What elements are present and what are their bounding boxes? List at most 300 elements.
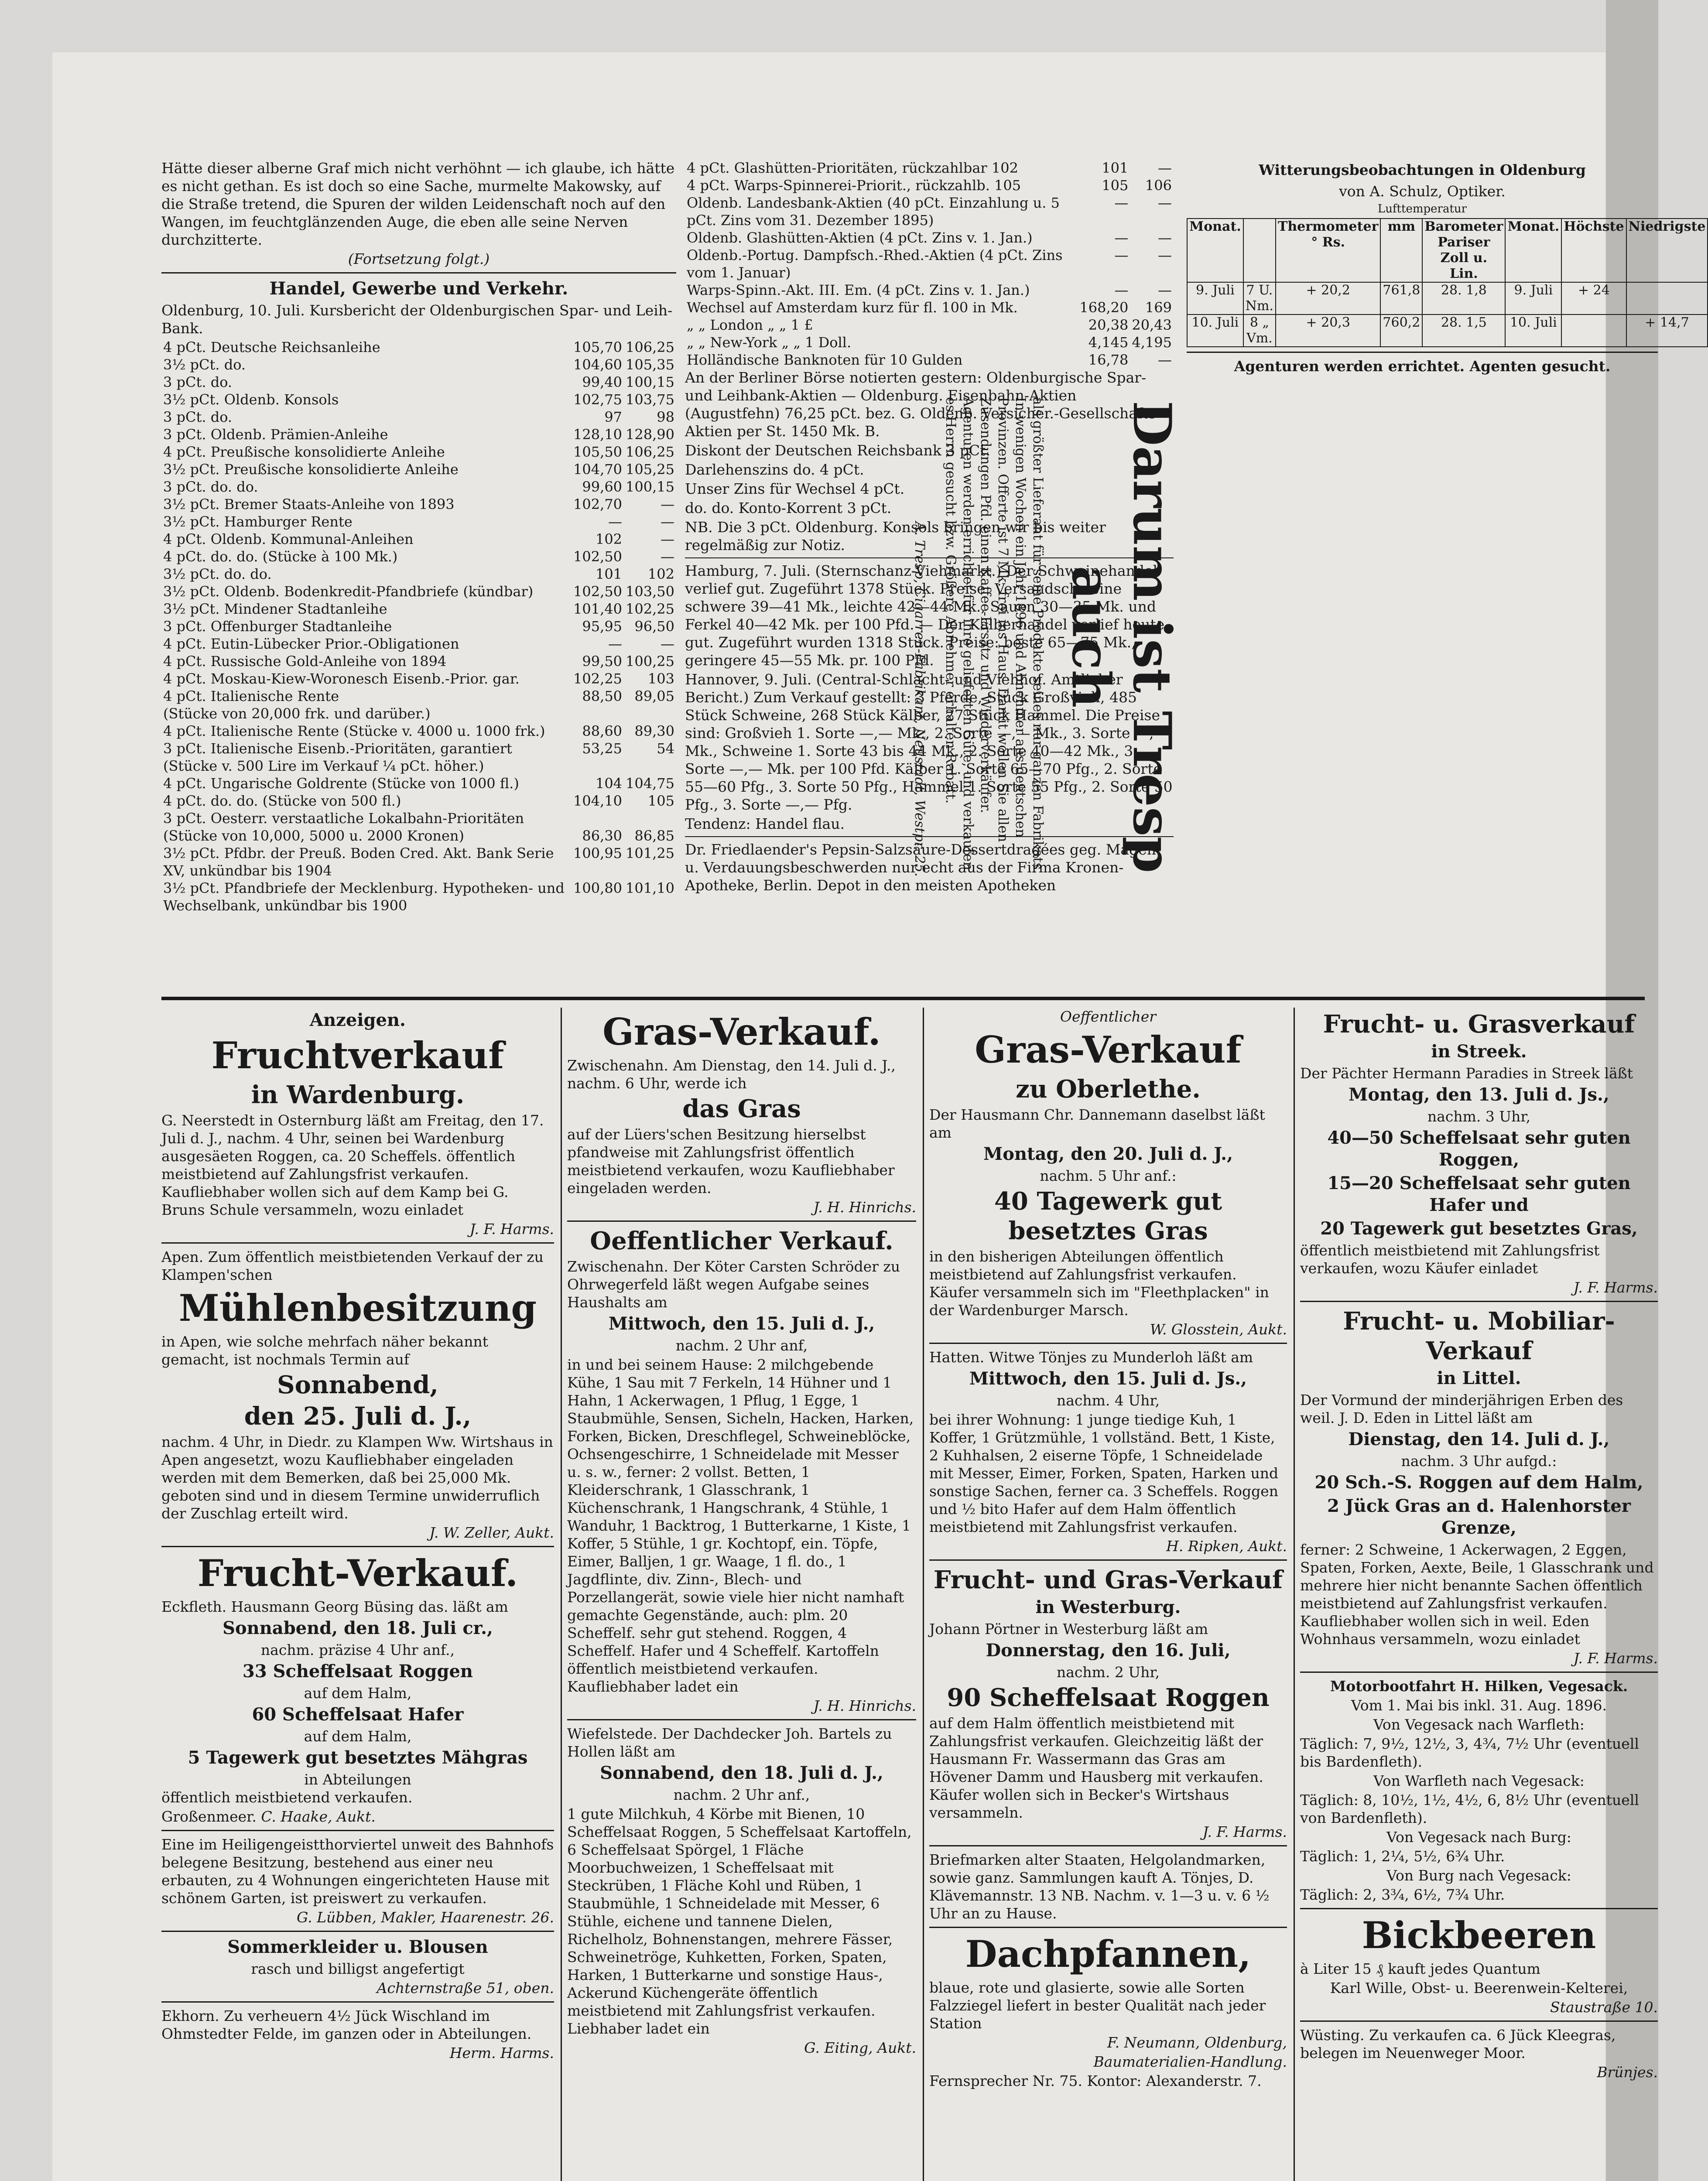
ads-column-2: [567, 1008, 916, 2181]
table-cell: [624, 757, 676, 775]
ad-item: 15—20 Scheffelsaat sehr guten Hafer und: [1327, 1173, 1631, 1215]
table-row: [161, 478, 676, 496]
ad-time: nachm. 5 Uhr anf.:: [1040, 1167, 1177, 1184]
agenten-heading: Agenturen werden errichtet. Agenten gesucht.: [1234, 358, 1611, 375]
table-cell: 105,25: [626, 461, 674, 478]
table-cell: 4 pCt. Russische Gold-Anleihe von 1894: [163, 653, 447, 670]
ad-body: öffentlich meistbietend verkaufen.: [161, 1789, 413, 1806]
ad-sub: Vom 1. Mai bis inkl. 31. Aug. 1896.: [1351, 1697, 1607, 1714]
table-cell: 3 pCt. do.: [163, 374, 233, 390]
ad-time: nachm. 2 Uhr anf,: [675, 1337, 808, 1354]
weather-cell: 10. Juli: [1187, 315, 1243, 347]
table-cell: —: [661, 636, 674, 652]
table-cell: 16,78: [1088, 352, 1129, 368]
table-cell: 99,40: [582, 374, 623, 390]
ads-column-3: [929, 1008, 1287, 2181]
ad-signature: Brünjes.: [1597, 2064, 1658, 2081]
table-cell: 105: [1102, 177, 1129, 194]
schedule-times: Täglich: 8, 10½, 1½, 4½, 6, 8½ Uhr (eventuell von Bardenfleth).: [1300, 1791, 1639, 1826]
ad-signature: Herm. Harms.: [449, 2044, 554, 2061]
table-cell: 3½ pCt. Mindener Stadtanleihe: [163, 601, 387, 617]
ad-item: 33 Scheffelsaat Roggen: [243, 1661, 473, 1682]
table-cell: 104,70: [573, 461, 623, 478]
table-cell: 4 pCt. Moskau-Kiew-Woronesch Eisenb.-Prior. gar.: [163, 670, 520, 687]
weather-header: Niedrigste: [1626, 219, 1708, 282]
weather-cell: 9. Juli: [1505, 282, 1561, 315]
zins-line: Darlehenszins do. 4 pCt.: [685, 461, 864, 478]
table-cell: 102,25: [573, 670, 623, 687]
table-cell: [572, 757, 624, 775]
weather-header: Barometer Pariser Zoll u. Lin.: [1422, 219, 1505, 282]
table-cell: 4 pCt. Ungarische Goldrente (Stücke von 1000 fl.): [163, 775, 519, 792]
table-row: [161, 618, 676, 635]
table-cell: Oldenb. Glashütten-Aktien (4 pCt. Zins v. 1. Jan.): [687, 229, 1033, 246]
table-cell: —: [1114, 195, 1129, 211]
table-cell: 128,90: [626, 426, 674, 443]
ad-firm: Karl Wille, Obst- u. Beerenwein-Kelterei,: [1330, 1979, 1628, 1996]
ad-date: Sonnabend, den 18. Juli d. J.,: [600, 1763, 883, 1783]
table-cell: [572, 705, 624, 722]
table-cell: 100,15: [626, 374, 674, 390]
table-cell: 86,30: [582, 827, 623, 844]
schedule-times: Täglich: 2, 3¾, 6½, 7¾ Uhr.: [1300, 1886, 1505, 1903]
ad-item: 20 Tagewerk gut besetztes Gras,: [1320, 1218, 1638, 1239]
berlin-text: An der Berliner Börse notierten gestern: Oldenburgische Spar- und Leihbank-Aktien — Oldenburg. Eisenbahn-Aktien (Augustfehn) 76,25 pCt. bez. G. Oldenb. Versicher.-Gesellschafts-Aktien per St. 1450 Mk. B.: [685, 369, 1161, 440]
table-cell: Oldenb.-Portug. Dampfsch.-Rhed.-Aktien (4 pCt. Zins vom 1. Januar): [687, 247, 1063, 281]
table-cell: 100,95: [573, 845, 623, 861]
nb-text: NB. Die 3 pCt. Oldenburg. Konsols bringen wir bis weiter regelmäßig zur Notiz.: [685, 519, 1106, 554]
table-cell: —: [1158, 352, 1172, 368]
table-cell: 3½ pCt. Hamburger Rente: [163, 513, 353, 530]
table-cell: 4 pCt. Preußische konsolidierte Anleihe: [163, 444, 445, 460]
table-cell: 3½ pCt. Oldenb. Bodenkredit-Pfandbriefe (kündbar): [163, 583, 534, 600]
ad-title: Sommerkleider u. Blousen: [227, 1937, 488, 1957]
table-cell: 100,80: [573, 880, 623, 896]
weather-header: Monat.: [1187, 219, 1243, 282]
table-cell: 4,145: [1088, 334, 1129, 351]
table-cell: —: [1158, 229, 1172, 246]
ad-address: Achternstraße 51, oben.: [377, 1979, 554, 1996]
table-cell: 3 pCt. do.: [163, 409, 233, 425]
table-row: [161, 548, 676, 565]
ad-time: nachm. 2 Uhr anf.,: [673, 1786, 810, 1803]
ad-signature: J. F. Harms.: [1573, 1279, 1658, 1296]
ad-place: in Wardenburg.: [251, 1080, 465, 1109]
ads-column-4: [1300, 1008, 1658, 2181]
table-cell: 89,30: [634, 723, 674, 739]
table-cell: 4 pCt. Italienische Rente (Stücke v. 4000 u. 1000 frk.): [163, 723, 545, 739]
table-cell: 95,95: [582, 618, 623, 635]
ad-title: Frucht- u. Mobiliar-Verkauf: [1343, 1307, 1615, 1365]
ad-signature: G. Eiting, Aukt.: [804, 2039, 916, 2056]
table-row: [161, 687, 676, 705]
weather-box: [1187, 159, 1706, 386]
ad-signature: W. Glosstein, Aukt.: [1150, 1321, 1287, 1338]
ad-body: auf dem Halm öffentlich meistbietend mit Zahlungsfrist verkaufen. Gleichzeitig läßt der Hausmann Fr. Wassermann das Gras am Hövener Damm und Hausberg mit verkaufen. Käufer wollen sich in Becker's Wirtshaus versammeln.: [929, 1715, 1263, 1821]
table-row: [685, 177, 1174, 194]
friedlaender-ad: Dr. Friedlaender's Pepsin-Salzsäure-Dessertdragées geg. Magen- u. Verdauungsbeschwerden nur echt aus der Firma Kronen-Apotheke, Berlin. Depot in den meisten Apotheken: [685, 841, 1161, 894]
table-cell: [624, 810, 676, 827]
table-cell: 3 pCt. Italienische Eisenb.-Prioritäten, garantiert: [163, 740, 512, 757]
ad-firm: Baumaterialien-Handlung.: [1093, 2053, 1287, 2070]
table-cell: 4 pCt. do. do. (Stücke von 500 fl.): [163, 793, 401, 809]
ad-body: Der Pächter Hermann Paradies in Streek läßt: [1300, 1065, 1633, 1082]
table-cell: 104,10: [573, 793, 623, 809]
ad-signature: J. F. Harms.: [1573, 1650, 1658, 1667]
ad-body: Eckfleth. Hausmann Georg Büsing das. läßt am: [161, 1598, 508, 1615]
anzeigen-heading: Anzeigen.: [310, 1010, 406, 1030]
table-cell: 100,25: [626, 653, 674, 670]
table-cell: 3½ pCt. Preußische konsolidierte Anleihe: [163, 461, 459, 478]
table-cell: 105: [647, 793, 674, 809]
table-cell: 53,25: [582, 740, 623, 757]
table-cell: 86,85: [634, 827, 674, 844]
table-cell: 4 pCt. do. do. (Stücke à 100 Mk.): [163, 548, 398, 565]
table-row: [161, 600, 676, 618]
table-cell: —: [661, 531, 674, 547]
weather-row: [1187, 282, 1708, 315]
table-cell: 104: [595, 775, 623, 792]
ad-item: auf dem Halm,: [304, 1685, 412, 1702]
table-row: [685, 194, 1174, 229]
table-row: [161, 653, 676, 670]
table-cell: —: [608, 513, 623, 530]
weather-header: mm: [1380, 219, 1422, 282]
table-cell: 20,38: [1088, 317, 1129, 333]
ad-body: bei ihrer Wohnung: 1 junge tiedige Kuh, 1 Koffer, 1 Grützmühle, 1 vollständ. Bett, 1 Kiste, 2 Kuhhalsen, 2 eiserne Töpfe, 1 Schneidelade mit Messer, Eimer, Forken, Spaten, Harken und sonstige Sachen, ferner ca. 3 Scheffels. Roggen und ½ bito Hafer auf dem Halm öffentlich meistbietend mit Zahlungsfrist verkaufen.: [929, 1411, 1279, 1535]
ad-footer: Fernsprecher Nr. 75. Kontor: Alexanderstr. 7.: [929, 2072, 1262, 2089]
ad-body: Johann Pörtner in Westerburg läßt am: [929, 1620, 1208, 1637]
table-row: [161, 810, 676, 827]
table-row: [161, 583, 676, 600]
weather-cell: 28. 1,5: [1422, 315, 1505, 347]
table-cell: 3½ pCt. Oldenb. Konsols: [163, 391, 339, 408]
ad-time: nachm. 4 Uhr,: [1056, 1392, 1160, 1409]
table-cell: 101: [1102, 160, 1129, 176]
schedule-heading: Von Vegesack nach Burg:: [1386, 1829, 1571, 1846]
kurs-table: [161, 338, 676, 914]
table-row: [161, 635, 676, 653]
newspaper-page: [52, 52, 1706, 2181]
table-cell: 105,35: [626, 356, 674, 373]
weather-cell: + 20,3: [1276, 315, 1380, 347]
table-cell: 3 pCt. Offenburger Stadtanleihe: [163, 618, 392, 635]
table-row: [161, 705, 676, 722]
table-cell: 101,25: [626, 845, 674, 861]
weather-header: Thermometer ° Rs.: [1276, 219, 1380, 282]
ad-date: Dienstag, den 14. Juli d. J.,: [1348, 1429, 1610, 1449]
ad-time: nachm. 3 Uhr,: [1427, 1108, 1531, 1125]
ad-body: Wüsting. Zu verkaufen ca. 6 Jück Kleegras, belegen im Neuenweger Moor.: [1300, 2027, 1616, 2061]
tresp-body: als größter Lieferant für seine Produkte seines nur ganzen Fabrikats. In wenigen Wochen ein Jahr 1896 und Abnehmer aus deutschen Provinzen. Offerte ist 7 Mk. frei ins Haus. Damit wollen Sie allen Zusendungen Pfd. einen Kaffee-Ersatz und Wiederverkäufer. Agenturen werden errichtet für ihre gelieferten Güte, und verkaufen es Herrn gesucht bzw. Größere Abnehmer erhalten Rabatt.: [943, 397, 1046, 874]
table-cell: 99,50: [582, 653, 623, 670]
serial-text: Hätte dieser alberne Graf mich nicht verhöhnt — ich glaube, ich hätte es nicht gethan. Es ist doch so eine Sache, murmelte Makowsky, auf die Straße tretend, die Spuren der wilden Leidenschaft noch auf den Wangen, im feuchtglänzenden Auge, die eben alle seine Nerven durchzitterte.: [161, 160, 675, 248]
table-row: [161, 792, 676, 810]
weather-cell: 9. Juli: [1187, 282, 1243, 315]
table-row: [161, 513, 676, 530]
table-cell: „ „ New-York „ „ 1 Doll.: [687, 334, 852, 351]
table-cell: [624, 705, 676, 722]
table-cell: 104,75: [626, 775, 674, 792]
table-cell: 4 pCt. Warps-Spinnerei-Priorit., rückzahlb. 105: [687, 177, 1021, 194]
column-rule: [923, 1008, 924, 2181]
table-row: [685, 159, 1174, 177]
ad-date: den 25. Juli d. J.,: [244, 1402, 472, 1431]
zins-line: Unser Zins für Wechsel 4 pCt.: [685, 480, 905, 497]
table-cell: Wechsel auf Amsterdam kurz für fl. 100 in Mk.: [687, 299, 1018, 316]
table-cell: 102,50: [573, 548, 623, 565]
weather-cell: 760,2: [1380, 315, 1422, 347]
table-cell: 3½ pCt. Pfdbr. der Preuß. Boden Cred. Akt. Bank Serie XV, unkündbar bis 1904: [163, 845, 554, 879]
ad-highlight: das Gras: [682, 1094, 801, 1123]
ad-title: Frucht- und Gras-Verkauf: [933, 1566, 1283, 1594]
weather-cell: 10. Juli: [1505, 315, 1561, 347]
column-handel: [161, 159, 676, 1010]
table-cell: (Stücke von 20,000 frk. und darüber.): [163, 705, 431, 722]
table-cell: 4 pCt. Oldenb. Kommunal-Anleihen: [163, 531, 414, 547]
table-cell: 98: [657, 409, 674, 425]
ad-body: Der Hausmann Chr. Dannemann daselbst läßt am: [929, 1106, 1265, 1141]
ad-body: Wiefelstede. Der Dachdecker Joh. Bartels zu Hollen läßt am: [567, 1725, 892, 1760]
table-cell: 102,70: [573, 496, 623, 513]
table-cell: 99,60: [582, 479, 623, 495]
table-cell: 88,50: [582, 688, 623, 704]
table-cell: 89,05: [634, 688, 674, 704]
ad-item: 20 Sch.-S. Roggen auf dem Halm,: [1314, 1472, 1643, 1493]
table-row: [161, 426, 676, 443]
ad-intro: Apen. Zum öffentlich meistbietenden Verkauf der zu Klampen'schen: [161, 1248, 544, 1283]
schedule-heading: Von Warfleth nach Vegesack:: [1373, 1772, 1585, 1789]
ad-date: Donnerstag, den 16. Juli,: [986, 1640, 1231, 1661]
table-cell: 3 pCt. Oesterr. verstaatliche Lokalbahn-Prioritäten: [163, 810, 524, 827]
schedule-heading: Von Vegesack nach Warfleth:: [1373, 1716, 1585, 1733]
table-row: [161, 443, 676, 461]
hannover-report: Hannover, 9. Juli. (Central-Schlacht- und Viehhof. Amtlicher Bericht.) Zum Verkauf gestellt: 3 Pferde, Stück Großvieh, 485 Stück Schweine, 268 Stück Kälber, 27 Stück Hammel. Die Preise sind: Großvieh 1. Sorte —,— Mk., 2. Sorte —,— Mk., 3. Sorte —,— Mk., Schweine 1. Sorte 43 bis 44 Mk., 2. Sorte 40—42 Mk., 3. Sorte —,— Mk. per 100 Pfd. Kälber 1. Sorte 65—70 Pfg., 2. Sorte 55—60 Pfg., 3. Sorte 50 Pfg., Hammel 1. Sorte 55 Pfg., 2. Sorte 50 Pfg., 3. Sorte —,— Pfg.: [685, 671, 1173, 813]
ad-head: Motorbootfahrt H. Hilken, Vegesack.: [1330, 1678, 1628, 1695]
tresp-headline: Darum ist Tresp auch: [1060, 400, 1183, 873]
ad-date: Sonnabend,: [277, 1371, 438, 1399]
ad-body: Eine im Heiligengeistthorviertel unweit des Bahnhofs belegene Besitzung, bestehend aus einer neu erbauten, zu 4 Wohnungen eingerichteten Hause mit schönem Garten, ist preiswert zu verkaufen.: [161, 1836, 554, 1907]
ad-body: Briefmarken alter Staaten, Helgolandmarken, sowie ganz. Sammlungen kauft A. Tönjes, D. Klävemannstr. 13 NB. Nachm. v. 1—3 u. v. 6 ½ Uhr an zu Hause.: [929, 1851, 1270, 1922]
ad-firm: F. Neumann, Oldenburg,: [1107, 2034, 1287, 2051]
ads-column-1: [161, 1008, 554, 2181]
table-cell: 106,25: [626, 444, 674, 460]
weather-cell: + 20,2: [1276, 282, 1380, 315]
table-row: [161, 338, 676, 356]
ad-highlight: 90 Scheffelsaat Roggen: [947, 1683, 1270, 1712]
table-row: [161, 391, 676, 408]
table-cell: 103,50: [626, 583, 674, 600]
ad-item: auf dem Halm,: [304, 1728, 412, 1745]
table-cell: 106,25: [626, 339, 674, 356]
table-cell: 3½ pCt. Pfandbriefe der Mecklenburg. Hypotheken- und Wechselbank, unkündbar bis 1900: [163, 880, 565, 914]
ad-body: ferner: 2 Schweine, 1 Ackerwagen, 2 Eggen, Spaten, Forken, Aexte, Beile, 1 Glasschrank und mehrere hier nicht benannte Sachen öffentlich meistbietend auf Zahlungsfrist verkaufen. Kaufliebhaber wollen sich in weil. Eden Wohnhaus versammeln, wozu einladet: [1300, 1541, 1654, 1648]
schedule-heading: Von Burg nach Vegesack:: [1386, 1867, 1571, 1884]
table-row: [161, 879, 676, 914]
ad-signature: J. H. Hinrichs.: [813, 1697, 916, 1714]
table-row: [161, 565, 676, 583]
section-rule: [161, 997, 1645, 1000]
table-cell: 3½ pCt. Bremer Staats-Anleihe von 1893: [163, 496, 455, 513]
weather-cell: + 24: [1561, 282, 1626, 315]
table-cell: —: [661, 496, 674, 513]
table-row: [161, 757, 676, 775]
hamburg-report: Hamburg, 7. Juli. (Sternschanz-Viehmarkt.) Der Schweinehandel verlief gut. Zugeführt 1378 Stück. Preise: Versandschweine schwere 39—41 Mk., leichte 42—44 Mk., Sauen 30—35 Mk. und Ferkel 40—42 Mk. per 100 Pfd. — Der Kälberhandel verlief heute gut. Zugeführt wurden 1318 Stück. Preise: beste 65—75 Mk., geringere 45—55 Mk. pr. 100 Pfd.: [685, 562, 1165, 669]
ad-date: Mittwoch, den 15. Juli d. Js.,: [969, 1368, 1247, 1389]
ad-item: 2 Jück Gras an d. Halenhorster Grenze,: [1327, 1496, 1631, 1538]
weather-cell: 8 „ Vm.: [1243, 315, 1276, 347]
rotated-ad-tresp: [881, 397, 1187, 877]
table-cell: —: [1114, 282, 1129, 298]
table-row: [161, 775, 676, 792]
ad-body: in den bisherigen Abteilungen öffentlich meistbietend auf Zahlungsfrist verkaufen. Käufer versammeln sich im "Fleethplacken" in der Wardenburger Marsch.: [929, 1248, 1269, 1319]
ad-signature: G. Lübben, Makler, Haarenestr. 26.: [296, 1909, 554, 1926]
table-cell: —: [661, 513, 674, 530]
table-cell: 103,75: [626, 391, 674, 408]
weather-title: Witterungsbeobachtungen in Oldenburg: [1259, 161, 1586, 178]
table-cell: 4 pCt. Deutsche Reichsanleihe: [163, 339, 380, 356]
ad-body: Hatten. Witwe Tönjes zu Munderloh läßt am: [929, 1349, 1253, 1366]
ad-title: Mühlenbesitzung: [178, 1286, 537, 1330]
table-row: [685, 334, 1174, 351]
ad-body: Ekhorn. Zu verheuern 4½ Jück Wischland im Ohmstedter Felde, im ganzen oder in Abteilungen.: [161, 2007, 532, 2042]
table-cell: Oldenb. Landesbank-Aktien (40 pCt. Einzahlung u. 5 pCt. Zins vom 31. Dezember 1895): [687, 195, 1060, 229]
table-cell: 4 pCt. Glashütten-Prioritäten, rückzahlbar 102: [687, 160, 1018, 176]
ad-body: Der Vormund der minderjährigen Erben des weil. J. D. Eden in Littel läßt am: [1300, 1391, 1623, 1426]
table-cell: 103: [647, 670, 674, 687]
ad-date: Sonnabend, den 18. Juli cr.,: [222, 1618, 493, 1638]
ad-title: Fruchtverkauf: [211, 1034, 504, 1077]
table-row: [685, 246, 1174, 281]
table-row: [161, 670, 676, 687]
table-cell: —: [608, 636, 623, 652]
ad-body: öffentlich meistbietend mit Zahlungsfrist verkaufen, wozu Käufer einladet: [1300, 1242, 1600, 1277]
zins-line: do. do. Konto-Korrent 3 pCt.: [685, 499, 892, 516]
table-cell: 3 pCt. do. do.: [163, 479, 258, 495]
table-cell: 168,20: [1079, 299, 1129, 316]
ad-body: blaue, rote und glasierte, sowie alle Sorten Falzziegel liefert in bester Qualität nach jeder Station: [929, 1979, 1266, 2032]
weather-subtitle: von A. Schulz, Optiker.: [1339, 183, 1506, 200]
weather-cell: 28. 1,8: [1422, 282, 1505, 315]
ad-item: 40—50 Scheffelsaat sehr guten Roggen,: [1327, 1128, 1631, 1170]
ad-highlight: 40 Tagewerk gut besetztes Gras: [994, 1187, 1222, 1245]
table-row: [161, 408, 676, 426]
ad-signature: J. F. Harms.: [1202, 1823, 1287, 1840]
table-cell: „ „ London „ „ 1 £: [687, 317, 813, 333]
table-cell: 4 pCt. Eutin-Lübecker Prior.-Obligationen: [163, 636, 459, 652]
weather-cell: 7 U. Nm.: [1243, 282, 1276, 315]
ad-title: Bickbeeren: [1362, 1914, 1596, 1957]
handel-heading: Handel, Gewerbe und Verkehr.: [269, 278, 568, 299]
table-cell: 101,10: [626, 880, 674, 896]
ad-title: Gras-Verkauf: [975, 1028, 1242, 1071]
ad-date: Montag, den 20. Juli d. J.,: [983, 1144, 1233, 1164]
ad-date: Mittwoch, den 15. Juli d. J.,: [608, 1313, 875, 1334]
table-cell: (Stücke von 10,000, 5000 u. 2000 Kronen): [163, 827, 465, 844]
table-row: [685, 281, 1174, 299]
ad-body: rasch und billigst angefertigt: [251, 1960, 465, 1977]
table-row: [685, 316, 1174, 334]
table-cell: 128,10: [573, 426, 623, 443]
table-row: [161, 373, 676, 391]
ad-address: Staustraße 10.: [1550, 1999, 1658, 2016]
ad-body: à Liter 15 ₰ kauft jedes Quantum: [1300, 1960, 1540, 1977]
ad-title: Gras-Verkauf.: [602, 1010, 881, 1053]
table-cell: —: [1158, 247, 1172, 263]
ad-title: Frucht-Verkauf.: [197, 1552, 518, 1595]
table-row: [161, 740, 676, 757]
table-row: [161, 844, 676, 879]
table-cell: 54: [657, 740, 674, 757]
table-cell: 101,40: [573, 601, 623, 617]
column-rule: [1294, 1008, 1295, 2181]
table-cell: 101: [595, 566, 623, 582]
ad-date: Montag, den 13. Juli d. Js.,: [1349, 1084, 1609, 1105]
table-cell: —: [661, 548, 674, 565]
table-row: [161, 461, 676, 478]
table-row: [685, 299, 1174, 316]
ad-head: Oeffentlicher: [1060, 1008, 1157, 1025]
tendenz: Tendenz: Handel flau.: [685, 815, 845, 832]
table-cell: 104,60: [573, 356, 623, 373]
table-cell: [572, 810, 624, 827]
table-row: [161, 496, 676, 513]
ad-body: nachm. 4 Uhr, in Diedr. zu Klampen Ww. Wirtshaus in Apen angesetzt, wozu Kaufliebhaber eingeladen werden mit dem Bemerken, daß bei 25,000 Mk. geboten sind und in diesem Termine unwiderruflich der Zuschlag erteilt wird.: [161, 1433, 553, 1522]
zins-line: Diskont der Deutschen Reichsbank 3 pCt.: [685, 442, 990, 459]
ad-time: nachm. präzise 4 Uhr anf.,: [260, 1641, 455, 1658]
ad-signature: H. Ripken, Aukt.: [1166, 1538, 1287, 1555]
table-cell: —: [1158, 282, 1172, 298]
ad-location: Großenmeer.: [161, 1808, 257, 1825]
column-rule: [561, 1008, 562, 2181]
temperature-heading: Lufttemperatur: [1377, 202, 1467, 215]
table-cell: —: [1158, 160, 1172, 176]
table-cell: —: [1114, 229, 1129, 246]
table-cell: 3½ pCt. do. do.: [163, 566, 272, 582]
ad-body: 1 gute Milchkuh, 4 Körbe mit Bienen, 10 Scheffelsaat Roggen, 5 Scheffelsaat Kartoffeln, 6 Scheffelsaat Spörgel, 1 Fläche Moorbuchweizen, 1 Scheffelsaat mit Steckrüben, 1 Fläche Kohl und Rüben, 1 Staubmühle, 1 Schneidelade mit Messer, 6 Stühle, eichene und tannene Dielen, Richelholz, Bohnenstangen, mehrere Fässer, Schweinetröge, Kuhketten, Forken, Spaten, Harken, 1 Butterkarne und sonstige Haus-, Ackerund Küchengeräte öffentlich meistbietend mit Zahlungsfrist verkaufen. Liebhaber ladet ein: [567, 1805, 912, 2037]
table-cell: Holländische Banknoten für 10 Gulden: [687, 352, 963, 368]
ad-place: zu Oberlethe.: [1016, 1075, 1201, 1104]
table-cell: 102,50: [573, 583, 623, 600]
table-cell: 3 pCt. Oldenb. Prämien-Anleihe: [163, 426, 388, 443]
ad-body: auf der Lüers'schen Besitzung hierselbst pfandweise mit Zahlungsfrist öffentlich meistbietend verkaufen, wozu Kaufliebhaber eingeladen werden.: [567, 1126, 895, 1196]
table-cell: —: [1114, 247, 1129, 263]
table-cell: 97: [604, 409, 623, 425]
ad-signature: J. W. Zeller, Aukt.: [429, 1524, 554, 1541]
table-cell: 106: [1145, 177, 1172, 194]
table-cell: 20,43: [1132, 317, 1172, 333]
ad-signature: C. Haake, Aukt.: [261, 1808, 376, 1825]
table-cell: 4,195: [1132, 334, 1172, 351]
weather-row: [1187, 315, 1708, 347]
ad-title: Oeffentlicher Verkauf.: [590, 1227, 893, 1255]
weather-header: Monat.: [1505, 219, 1561, 282]
ad-signature: J. F. Harms.: [469, 1220, 554, 1237]
table-cell: Warps-Spinn.-Akt. III. Em. (4 pCt. Zins v. 1. Jan.): [687, 282, 1030, 298]
weather-cell: [1561, 315, 1626, 347]
table-cell: 105,50: [573, 444, 623, 460]
table-cell: 4 pCt. Italienische Rente: [163, 688, 339, 704]
ad-body: G. Neerstedt in Osternburg läßt am Freitag, den 17. Juli d. J., nachm. 4 Uhr, seinen bei Wardenburg ausgesäeten Roggen, ca. 20 Scheffels. öffentlich meistbietend auf Zahlungsfrist verkaufen. Kaufliebhaber wollen sich auf dem Kamp bei G. Bruns Schule versammeln, wozu einladet: [161, 1112, 544, 1218]
table-cell: 102,25: [626, 601, 674, 617]
ad-body: in Apen, wie solche mehrfach näher bekannt gemacht, ist nochmals Termin auf: [161, 1333, 488, 1368]
ad-signature: J. H. Hinrichs.: [813, 1199, 916, 1216]
table-cell: 102,75: [573, 391, 623, 408]
ad-place: in Littel.: [1437, 1368, 1521, 1388]
ad-body: Zwischenahn. Der Köter Carsten Schröder zu Ohrwegerfeld läßt wegen Aufgabe seines Haushalts am: [567, 1258, 900, 1311]
ad-title: Dachpfannen,: [965, 1932, 1251, 1976]
ad-item: in Abteilungen: [304, 1771, 411, 1788]
